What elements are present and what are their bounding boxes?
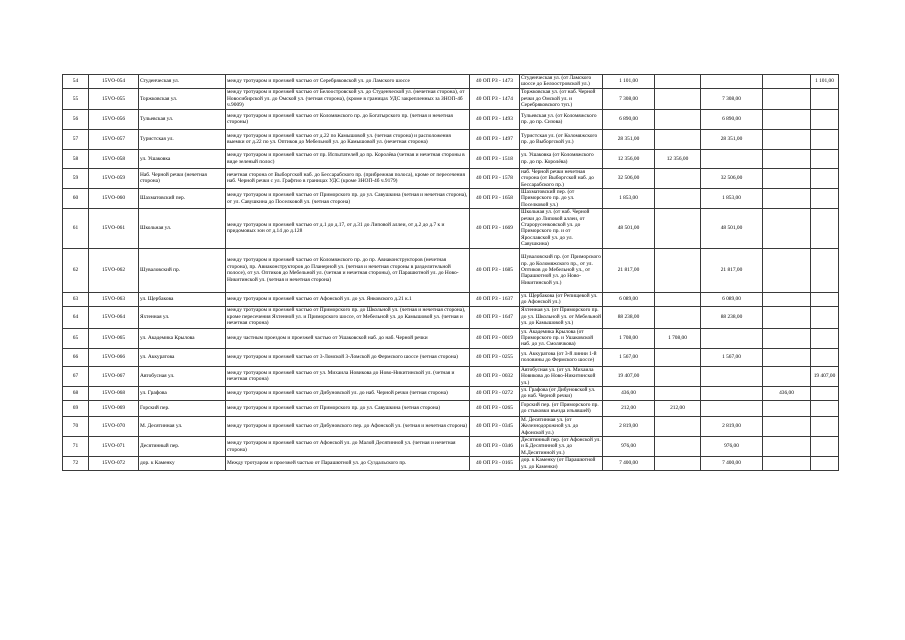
area-col-a	[655, 416, 701, 436]
road-bounds: Студенческая ул. (от Ламского шоссе до Белоостровской ул.)	[520, 75, 603, 89]
row-code: 15VO-068	[89, 386, 139, 400]
area-col-b: 6 089,00	[701, 292, 763, 306]
table-row	[63, 209, 839, 248]
row-code: 15VO-069	[89, 400, 139, 416]
area-col-d	[811, 306, 839, 328]
area-col-c	[763, 416, 811, 436]
total-area: 1 853,00	[603, 189, 655, 209]
area-col-c	[763, 129, 811, 149]
road-id: 40 ОП РЗ - 1578	[470, 168, 520, 188]
row-number: 71	[63, 436, 89, 456]
area-col-b: 21 817,00	[701, 248, 763, 292]
area-col-c	[763, 400, 811, 416]
area-col-a: 1 708,00	[655, 328, 701, 348]
road-bounds: Шахматовский пер. (от Приморского пр. до ул. Поселковой ул.)	[520, 189, 603, 209]
street-name: Яхтенная ул.	[139, 306, 226, 328]
section-description: между тротуаром и проезжей частью от Дибуновского пер. до Афонской ул. (четная и нечетная сторона)	[226, 416, 470, 436]
section-description: между тротуаром и проезжей частью от д.1 до д.17, от д.31 до Липовой аллеи, от д.2 до д.7 к и придомовых зон от д.14 до д.128	[226, 209, 470, 248]
table-row	[63, 348, 839, 366]
section-description: между тротуаром и проезжей частью от Белоостровской ул. до Студенческой ул. (нечетная сторона), от Новосибирской ул. до Омской ул. (четная сторона), (кроме в границах УДС закрепленных за ЗНОП-4б ч.9009)	[226, 88, 470, 109]
section-description: между тротуаром и проезжей частью от Приморского пр. до ул. Савушкина (четная и нечетная сторона), от ул. Савушкина до Поселковой ул. (четная сторона)	[226, 189, 470, 209]
road-bounds: Яхтенная ул. (от Приморского пр. до ул. Школьной ул. от Мебельной ул. до Камышовой ул.)	[521, 307, 601, 327]
area-col-b: 1 853,00	[701, 189, 763, 209]
area-col-a	[655, 366, 701, 386]
table-row	[63, 386, 839, 400]
row-code: 15VO-055	[89, 88, 139, 109]
road-bounds: ул. Графова (от Дибуновской ул. до наб. Черной речки)	[520, 386, 603, 400]
row-code: 15VO-059	[89, 168, 139, 188]
road-bounds: М. Десятинная ул. (от Железнодорожной ул. до Афонской ул.)	[520, 416, 603, 436]
area-col-b: 32 506,00	[701, 168, 763, 188]
street-name: Студенческая ул.	[139, 75, 226, 89]
area-col-c	[763, 189, 811, 209]
road-bounds: Школьная ул. (от наб. Черной речки до Липовой аллеи, от Старорусенковской ул. до Приморского пр. и от Ярославской ул. до ул. Савушкина)	[520, 209, 603, 248]
area-col-b: 7 308,00	[701, 88, 763, 109]
street-name: Тульевская ул.	[139, 109, 226, 129]
total-area: 88 238,00	[603, 306, 655, 328]
row-code: 15VO-062	[89, 248, 139, 292]
section-description: между тротуаром и проезжей частью от Дибуновской ул. до наб. Черной речки (четная сторона)	[226, 386, 470, 400]
road-bounds: Торжковская ул. (от наб. Черной речки до Омской ул. и Серебряковского туп.)	[520, 88, 603, 109]
area-col-c	[763, 306, 811, 328]
area-col-b: 1 567,00	[701, 348, 763, 366]
row-code: 15VO-063	[89, 292, 139, 306]
row-code: 15VO-061	[89, 209, 139, 248]
table-row	[63, 248, 839, 292]
total-area: 6 890,00	[603, 109, 655, 129]
road-id: 40 ОП РЗ - 1669	[470, 209, 520, 248]
total-area: 976,00	[603, 436, 655, 456]
row-code: 15VO-066	[89, 348, 139, 366]
area-col-a	[655, 436, 701, 456]
area-col-d	[811, 400, 839, 416]
road-bounds: дор. к Каменку (от Парашютной ул. до Каменки)	[520, 457, 603, 471]
road-id: 40 ОП РЗ - 0255	[470, 348, 520, 366]
row-number: 56	[63, 109, 89, 129]
table-row	[63, 129, 839, 149]
street-name: Шахматовский пер.	[139, 189, 226, 209]
table-row	[63, 292, 839, 306]
road-id: 40 ОП РЗ - 1658	[470, 189, 520, 209]
table-row	[63, 416, 839, 436]
table-row	[63, 306, 839, 328]
area-col-c	[763, 88, 811, 109]
area-col-a	[655, 129, 701, 149]
row-number: 59	[63, 168, 89, 188]
street-name: Автобусная ул.	[139, 366, 226, 386]
row-number: 61	[63, 209, 89, 248]
total-area: 32 506,00	[603, 168, 655, 188]
area-col-d	[811, 348, 839, 366]
area-col-c	[763, 457, 811, 471]
area-col-a	[655, 209, 701, 248]
road-id: 40 ОП РЗ - 1647	[470, 306, 520, 328]
area-col-b: 7 400,00	[701, 457, 763, 471]
area-col-d	[811, 328, 839, 348]
section-description: между тротуаром и проезжей частью от Коломяжского пр. до Богатырского пр. (четная и нечетная стороны)	[226, 109, 470, 129]
road-id: 40 ОП РЗ - 0165	[470, 457, 520, 471]
area-col-a	[655, 189, 701, 209]
row-code: 15VO-070	[89, 416, 139, 436]
row-number: 54	[63, 75, 89, 89]
road-id: 40 ОП РЗ - 0272	[470, 386, 520, 400]
section-description: между тротуаром и проезжей частью от Приморского пр. до Школьной ул. (четная и нечетная сторона), кроме пересечения Яхтенной ул. и Приморского шоссе, от Мебельной ул. до Камышовой ул. (четная и нечетная сторона)	[226, 306, 470, 328]
section-description: между тротуаром и проезжей частью от ул. Михаила Новикова до Ново-Никитинской ул. (четная и нечетная сторона)	[226, 366, 470, 386]
street-name: М. Десятинная ул.	[139, 416, 226, 436]
street-name: ул. Академика Крылова	[139, 328, 226, 348]
area-col-d	[811, 189, 839, 209]
area-col-c	[763, 436, 811, 456]
section-description: между тротуаром и проезжей частью от Афонской ул. до Малой Десятинной ул. (четная и нечетная сторона)	[226, 436, 470, 456]
total-area: 7 400,00	[603, 457, 655, 471]
row-code: 15VO-056	[89, 109, 139, 129]
row-number: 63	[63, 292, 89, 306]
area-col-d	[811, 88, 839, 109]
row-code: 15VO-054	[89, 75, 139, 89]
area-col-d	[811, 386, 839, 400]
area-col-c: 436,00	[763, 386, 811, 400]
area-col-b: 48 501,00	[701, 209, 763, 248]
row-number: 69	[63, 400, 89, 416]
area-col-d: 1 101,00	[811, 75, 839, 89]
road-id: 40 ОП РЗ - 0019	[470, 328, 520, 348]
table-row	[63, 366, 839, 386]
area-col-a	[655, 109, 701, 129]
area-col-a	[655, 457, 701, 471]
row-code: 15VO-058	[89, 149, 139, 168]
area-col-c	[763, 248, 811, 292]
row-code: 15VO-060	[89, 189, 139, 209]
area-col-d	[811, 109, 839, 129]
area-col-a	[655, 306, 701, 328]
section-description: между тротуаром и проезжей частью от Афонской ул. до ул. Янковского д.21 к.1	[226, 292, 470, 306]
table-row	[63, 109, 839, 129]
section-description: нечетная сторона от Выборгской наб. до Бессарабского пр. (прибрежная полоса), кроме от пересечения наб. Черной речки с ул. Графтио в границах УДС (кроме ЗНОП-4б ч.9179)	[226, 168, 470, 188]
total-area: 212,00	[603, 400, 655, 416]
area-col-b	[701, 149, 763, 168]
area-col-a	[655, 168, 701, 188]
area-col-d	[811, 457, 839, 471]
area-col-a	[655, 75, 701, 89]
row-number: 62	[63, 248, 89, 292]
road-id: 40 ОП РЗ - 1474	[470, 88, 520, 109]
area-col-b: 976,00	[701, 436, 763, 456]
total-area: 436,00	[603, 386, 655, 400]
area-col-d	[811, 292, 839, 306]
area-col-d	[811, 436, 839, 456]
row-number: 64	[63, 306, 89, 328]
road-bounds: Тульевская ул. (от Коломяжского пр. до пр. Сизова)	[520, 109, 603, 129]
table-row	[63, 457, 839, 471]
area-col-d: 19 407,00	[811, 366, 839, 386]
row-code: 15VO-064	[89, 306, 139, 328]
area-col-d	[811, 248, 839, 292]
street-name: Горский пер.	[139, 400, 226, 416]
road-id: 40 ОП РЗ - 1637	[470, 292, 520, 306]
area-col-a	[655, 348, 701, 366]
road-bounds: Горский пер. (от Приморского пр. до стыковки въезда изъявшей)	[520, 400, 603, 416]
road-bounds: Автобусная ул. (от ул. Михаила Новикова до Ново-Никитинской ул.)	[520, 366, 603, 386]
row-number: 66	[63, 348, 89, 366]
row-number: 70	[63, 416, 89, 436]
total-area: 48 501,00	[603, 209, 655, 248]
area-col-c	[763, 149, 811, 168]
section-description: между частным проездом и проезжей частью от Ушаковской наб. до наб. Черной речки	[226, 328, 470, 348]
street-name: дор. к Каменку	[139, 457, 226, 471]
road-id: 40 ОП РЗ - 0265	[470, 400, 520, 416]
area-col-d	[811, 129, 839, 149]
road-id: 40 ОП РЗ - 0032	[470, 366, 520, 386]
total-area: 21 817,00	[603, 248, 655, 292]
total-area: 19 407,00	[603, 366, 655, 386]
area-col-c	[763, 328, 811, 348]
road-bounds: Десятинный пер. (от Афонской ул. и Б.Десятинной ул. до М.Десятинной ул.)	[521, 436, 601, 456]
row-code: 15VO-067	[89, 366, 139, 386]
row-number: 55	[63, 88, 89, 109]
area-col-d	[811, 168, 839, 188]
road-id: 40 ОП РЗ - 1493	[470, 109, 520, 129]
section-description: между тротуаром и проезжей частью от д.22 по Камышовой ул. (четная сторона) и расположения выемки от д.22 по ул. Оптиков до Мебельной ул. до Камышовой ул. (нечетная сторона)	[226, 129, 470, 149]
road-id: 40 ОП РЗ - 1497	[470, 129, 520, 149]
street-name: Шуваловский пр.	[139, 248, 226, 292]
area-col-b: 2 819,00	[701, 416, 763, 436]
row-number: 60	[63, 189, 89, 209]
table-row	[63, 75, 839, 89]
area-col-b	[701, 328, 763, 348]
area-col-a	[655, 292, 701, 306]
street-name: Туристская ул.	[139, 129, 226, 149]
area-col-c	[763, 348, 811, 366]
area-col-d	[811, 209, 839, 248]
road-id: 40 ОП РЗ - 1473	[470, 75, 520, 89]
total-area: 7 308,00	[603, 88, 655, 109]
table-row	[63, 189, 839, 209]
street-name: Десятинный пер.	[139, 436, 226, 456]
section-description: между тротуаром и проезжей частью от Коломяжского пр. до пр. Авиаконструкторов (нечетная сторона), пр. Авиаконструкторов до Планерной ул. (четная и нечетная стороны в разделительной полосе), от ул. Оптиков до Мебельной ул. (четная и нечетная стороны), от Парашютной ул. до Ново-Никитинской ул. (четная и нечетная сторона)	[226, 248, 470, 292]
total-area: 6 089,00	[603, 292, 655, 306]
area-col-b	[701, 386, 763, 400]
total-area: 2 819,00	[603, 416, 655, 436]
row-number: 57	[63, 129, 89, 149]
section-description: между тротуаром и проезжей частью от 3-Ломской 3-Ломской до Фермского шоссе (четная сторона)	[226, 348, 470, 366]
road-bounds: ул. Академика Крылова (от Приморского пр. и Ушаковской наб. до ул. Смолячкова)	[520, 328, 603, 348]
area-col-a	[655, 386, 701, 400]
area-col-c	[763, 292, 811, 306]
total-area: 12 356,00	[603, 149, 655, 168]
street-name: Торжковская ул.	[139, 88, 226, 109]
area-col-d	[811, 416, 839, 436]
table-row	[63, 168, 839, 188]
section-description: между тротуаром и проезжей частью от пр. Испытателей до пр. Королёва (четная и нечетная стороны в виде зеленый полос)	[226, 149, 470, 168]
area-col-b: 88 238,00	[701, 306, 763, 328]
street-name: ул. Графова	[139, 386, 226, 400]
area-col-b	[701, 366, 763, 386]
area-col-b: 28 351,00	[701, 129, 763, 149]
row-code: 15VO-071	[89, 436, 139, 456]
area-col-b	[701, 75, 763, 89]
table-row	[63, 400, 839, 416]
street-name: ул. Щербакова	[139, 292, 226, 306]
table-row	[63, 328, 839, 348]
road-bounds: Шуваловский пр. (от Приморского пр. до Коломяжского пр., от ул. Оптиков до Мебельной ул., от Парашютной ул. до Ново-Никитинской ул.)	[520, 248, 603, 292]
area-col-c	[763, 168, 811, 188]
street-name: Наб. Черной речки (нечетная сторона)	[139, 168, 226, 188]
area-col-c	[763, 366, 811, 386]
area-col-c	[763, 109, 811, 129]
area-col-b	[701, 400, 763, 416]
row-number: 67	[63, 366, 89, 386]
total-area: 1 567,00	[603, 348, 655, 366]
row-code: 15VO-057	[89, 129, 139, 149]
area-col-c	[763, 75, 811, 89]
road-id: 40 ОП РЗ - 1685	[470, 248, 520, 292]
street-name: ул. Ушаковка	[139, 149, 226, 168]
road-id: 40 ОП РЗ - 0346	[470, 436, 520, 456]
area-col-c	[763, 209, 811, 248]
table-body	[63, 75, 839, 471]
section-description: между тротуаром и проезжей частью от Приморского пр. до ул. Савушкина (четная сторона)	[226, 400, 470, 416]
total-area: 1 708,00	[603, 328, 655, 348]
table-row	[63, 436, 839, 456]
area-col-a: 212,00	[655, 400, 701, 416]
section-description: Между тротуаром и проезжей частью от Парашютной ул. до Суздальского пр.	[226, 457, 470, 471]
area-col-d	[811, 149, 839, 168]
table-row	[63, 149, 839, 168]
road-bounds: наб. Черной речки нечетная сторона (от Выборгской наб. до Бессарабского пр.)	[520, 168, 603, 188]
road-id: 40 ОП РЗ - 0345	[470, 416, 520, 436]
street-name: ул. Аккуратова	[139, 348, 226, 366]
road-bounds: ул. Ушаковка (от Коломяжского пр. до пр. Королёва)	[520, 149, 603, 168]
road-bounds: ул. Аккуратова (от 3-й линии 1-й половины до Фермского шоссе)	[520, 348, 603, 366]
road-bounds: Туристская ул. (от Коломяжского пр. до Выборгской ул.)	[520, 129, 603, 149]
row-code: 15VO-072	[89, 457, 139, 471]
register-table	[62, 74, 839, 471]
row-number: 72	[63, 457, 89, 471]
row-code: 15VO-065	[89, 328, 139, 348]
total-area: 1 101,00	[603, 75, 655, 89]
road-id: 40 ОП РЗ - 1518	[470, 149, 520, 168]
section-description: между тротуаром и проезжей частью от Серебряковской ул. до Ламского шоссе	[226, 75, 470, 89]
area-col-b: 6 890,00	[701, 109, 763, 129]
area-col-a	[655, 248, 701, 292]
area-col-a: 12 356,00	[655, 149, 701, 168]
road-bounds: ул. Щербакова (от Репищевой ул. до Афонской ул.)	[520, 292, 603, 306]
table-row	[63, 88, 839, 109]
row-number: 58	[63, 149, 89, 168]
row-number: 65	[63, 328, 89, 348]
area-col-a	[655, 88, 701, 109]
street-name: Школьная ул.	[139, 209, 226, 248]
row-number: 68	[63, 386, 89, 400]
total-area: 28 351,00	[603, 129, 655, 149]
